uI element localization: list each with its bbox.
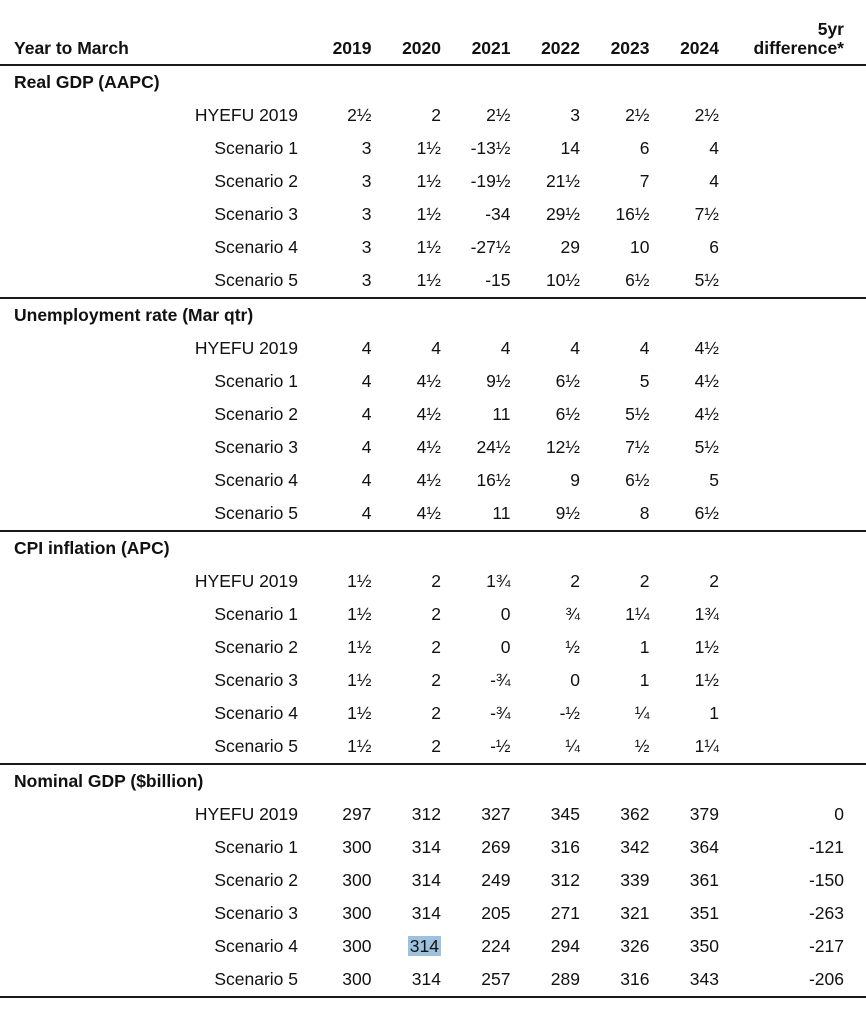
value-cell: 5½ [694, 437, 719, 457]
value-cell: ¼ [511, 730, 581, 764]
value-cell: -½ [559, 703, 580, 723]
difference-cell [719, 264, 866, 298]
value-cell: 2 [431, 670, 441, 690]
value-cell: 10 [630, 237, 650, 257]
value-cell: 4½ [694, 371, 719, 391]
highlighted-value: 314 [409, 936, 439, 956]
value-cell: 362 [620, 804, 650, 824]
difference-cell [719, 132, 866, 165]
value-cell: 5½ [650, 264, 720, 298]
value-cell: 257 [441, 963, 511, 997]
value-cell: ¼ [634, 703, 650, 723]
difference-cell: -263 [808, 903, 844, 923]
table-row [0, 332, 866, 365]
value-cell: 4½ [694, 404, 719, 424]
row-label: HYEFU 2019 [194, 571, 298, 591]
value-cell: 1¼ [650, 730, 720, 764]
table-row [0, 963, 866, 997]
value-cell: 342 [620, 837, 650, 857]
table-row [0, 365, 866, 398]
header-year: 2020 [402, 38, 441, 58]
value-cell: 345 [550, 804, 580, 824]
difference-cell [719, 497, 866, 531]
table-row [0, 664, 866, 697]
value-cell: 300 [342, 837, 372, 857]
table-row [0, 798, 866, 831]
value-cell: 4½ [416, 404, 441, 424]
difference-cell: -217 [808, 936, 844, 956]
difference-cell: 0 [834, 804, 844, 824]
value-cell: -19½ [470, 171, 511, 191]
section-header [0, 764, 866, 798]
value-cell: ½ [580, 730, 650, 764]
section-title: Real GDP (AAPC) [14, 72, 160, 92]
value-cell: 4 [361, 371, 372, 391]
row-label: Scenario 1 [214, 604, 298, 624]
section-header [0, 65, 866, 99]
value-cell: 379 [689, 804, 719, 824]
difference-cell [719, 231, 866, 264]
value-cell: 16½ [615, 204, 650, 224]
difference-cell: -150 [808, 870, 844, 890]
difference-cell [719, 165, 866, 198]
row-label: Scenario 4 [214, 237, 298, 257]
value-cell: 321 [620, 903, 650, 923]
value-cell: 9 [570, 470, 580, 490]
value-cell: -27½ [470, 237, 511, 257]
value-cell: 29½ [545, 204, 580, 224]
table-row [0, 132, 866, 165]
value-cell: 4½ [416, 437, 441, 457]
value-cell: 4½ [416, 371, 441, 391]
value-cell: 1½ [372, 264, 442, 298]
value-cell: 350 [689, 936, 719, 956]
value-cell: 4 [570, 338, 580, 358]
value-cell: 314 [411, 870, 441, 890]
value-cell: 9½ [511, 497, 581, 531]
table-row [0, 831, 866, 864]
value-cell: 4½ [416, 470, 441, 490]
value-cell: -½ [441, 730, 511, 764]
value-cell: 343 [650, 963, 720, 997]
value-cell [372, 930, 442, 963]
value-cell: 0 [500, 637, 511, 657]
difference-cell [719, 697, 866, 730]
value-cell: 3 [302, 264, 372, 298]
table-row [0, 897, 866, 930]
value-cell: 7½ [625, 437, 650, 457]
row-label: Scenario 3 [214, 670, 298, 690]
value-cell: 4 [361, 470, 372, 490]
value-cell: 294 [550, 936, 580, 956]
value-cell: -¾ [490, 703, 511, 723]
table-row [0, 231, 866, 264]
value-cell: 2½ [486, 105, 511, 125]
header-year: 2024 [680, 38, 719, 58]
difference-cell [719, 631, 866, 664]
header-year: 2019 [332, 38, 372, 58]
row-label: Scenario 2 [214, 404, 298, 424]
value-cell: 269 [481, 837, 511, 857]
difference-cell [719, 398, 866, 431]
value-cell: 5 [709, 470, 719, 490]
difference-cell [719, 198, 866, 231]
value-cell: 351 [689, 903, 719, 923]
row-label: HYEFU 2019 [194, 105, 298, 125]
value-cell: 2 [431, 637, 441, 657]
value-cell: 1½ [347, 670, 372, 690]
value-cell: 1½ [416, 171, 441, 191]
value-cell: 7½ [694, 204, 719, 224]
value-cell: 1½ [694, 670, 719, 690]
row-label: Scenario 4 [214, 470, 298, 490]
value-cell: 361 [689, 870, 719, 890]
value-cell: 1½ [347, 703, 372, 723]
value-cell: 339 [620, 870, 650, 890]
value-cell: 316 [580, 963, 650, 997]
difference-cell [719, 365, 866, 398]
difference-cell [719, 464, 866, 497]
value-cell: 4 [500, 338, 511, 358]
value-cell: 1¾ [694, 604, 719, 624]
value-cell: -15 [441, 264, 511, 298]
table-row [0, 930, 866, 963]
value-cell: 2 [431, 604, 441, 624]
value-cell: 1¾ [486, 571, 511, 591]
value-cell: 29 [560, 237, 580, 257]
value-cell: ½ [565, 637, 580, 657]
table-row [0, 198, 866, 231]
table-row [0, 464, 866, 497]
section-title: Nominal GDP ($billion) [14, 771, 204, 791]
value-cell: 3 [361, 237, 372, 257]
header-diff-line2: difference* [753, 38, 844, 58]
row-label: Scenario 2 [214, 870, 298, 890]
value-cell: 314 [411, 837, 441, 857]
value-cell: 0 [500, 604, 511, 624]
difference-cell [719, 99, 866, 132]
header-year: 2023 [610, 38, 650, 58]
economic-scenarios-table [0, 4, 866, 998]
header-label: Year to March [14, 38, 129, 58]
value-cell: 14 [560, 138, 580, 158]
value-cell: 4 [709, 171, 719, 191]
difference-cell [719, 431, 866, 464]
difference-cell [719, 332, 866, 365]
table-row [0, 165, 866, 198]
difference-cell [719, 565, 866, 598]
value-cell: 312 [550, 870, 580, 890]
row-label: HYEFU 2019 [194, 804, 298, 824]
value-cell: 6½ [650, 497, 720, 531]
value-cell: 11 [441, 497, 511, 531]
row-label: Scenario 4 [214, 936, 298, 956]
value-cell: 4½ [694, 338, 719, 358]
row-label: Scenario 5 [0, 963, 302, 997]
value-cell: 1½ [694, 637, 719, 657]
value-cell: 2 [570, 571, 580, 591]
row-label: Scenario 2 [214, 171, 298, 191]
value-cell: 4 [639, 338, 650, 358]
value-cell: 300 [302, 963, 372, 997]
value-cell: 3 [361, 204, 372, 224]
value-cell: 1½ [347, 604, 372, 624]
header-year: 2022 [541, 38, 580, 58]
table-row [0, 864, 866, 897]
section-title: Unemployment rate (Mar qtr) [14, 305, 254, 325]
value-cell: 2½ [347, 105, 372, 125]
row-label: Scenario 1 [214, 138, 298, 158]
row-label: Scenario 5 [0, 264, 302, 298]
value-cell: 6½ [580, 264, 650, 298]
value-cell: 11 [492, 404, 511, 424]
value-cell: 4 [302, 497, 372, 531]
table-row [0, 598, 866, 631]
difference-cell [719, 664, 866, 697]
value-cell: 1½ [416, 138, 441, 158]
row-label: Scenario 3 [214, 437, 298, 457]
value-cell: -34 [485, 204, 511, 224]
header-year: 2021 [471, 38, 511, 58]
value-cell: 16½ [476, 470, 511, 490]
value-cell: 3 [361, 171, 372, 191]
value-cell: 4 [361, 404, 372, 424]
value-cell: -13½ [470, 138, 511, 158]
row-label: Scenario 3 [214, 204, 298, 224]
value-cell: 3 [570, 105, 580, 125]
value-cell: 4 [709, 138, 719, 158]
value-cell: 10½ [511, 264, 581, 298]
value-cell: 249 [481, 870, 511, 890]
value-cell: 327 [481, 804, 511, 824]
value-cell: 2 [639, 571, 650, 591]
value-cell: 1½ [416, 237, 441, 257]
table-row [0, 697, 866, 730]
row-label: Scenario 5 [0, 497, 302, 531]
value-cell: 8 [580, 497, 650, 531]
value-cell: 300 [342, 870, 372, 890]
table-row [0, 264, 866, 298]
value-cell: 3 [361, 138, 372, 158]
value-cell: 2½ [625, 105, 650, 125]
value-cell: 9½ [486, 371, 511, 391]
value-cell: 1¼ [625, 604, 650, 624]
header-row [0, 4, 866, 65]
value-cell: ¾ [565, 604, 580, 624]
section-title: CPI inflation (APC) [14, 538, 170, 558]
table-row [0, 99, 866, 132]
value-cell: 224 [481, 936, 511, 956]
value-cell: 316 [550, 837, 580, 857]
value-cell: 4½ [372, 497, 442, 531]
table-row [0, 431, 866, 464]
difference-cell [719, 598, 866, 631]
value-cell: 2 [372, 730, 442, 764]
row-label: Scenario 3 [214, 903, 298, 923]
difference-cell [719, 730, 866, 764]
value-cell: 205 [481, 903, 511, 923]
value-cell: 4 [431, 338, 441, 358]
value-cell: 24½ [476, 437, 511, 457]
row-label: Scenario 1 [214, 837, 298, 857]
row-label: Scenario 4 [214, 703, 298, 723]
value-cell: 314 [372, 963, 442, 997]
value-cell: 289 [511, 963, 581, 997]
row-label: Scenario 1 [214, 371, 298, 391]
value-cell: 2 [709, 571, 719, 591]
value-cell: 5 [639, 371, 650, 391]
table-row [0, 565, 866, 598]
value-cell: 7 [639, 171, 650, 191]
value-cell: 271 [550, 903, 580, 923]
value-cell: 314 [411, 903, 441, 923]
row-label: Scenario 2 [214, 637, 298, 657]
value-cell: 2 [431, 571, 441, 591]
value-cell: 1 [639, 670, 650, 690]
value-cell: 297 [342, 804, 372, 824]
value-cell: 6½ [625, 470, 650, 490]
value-cell: 1 [709, 703, 719, 723]
table-row [0, 631, 866, 664]
difference-cell: -206 [719, 963, 866, 997]
header-difference [719, 4, 866, 65]
difference-cell: -121 [808, 837, 844, 857]
section-header [0, 298, 866, 332]
value-cell: 2½ [694, 105, 719, 125]
value-cell: 21½ [545, 171, 580, 191]
value-cell: 312 [411, 804, 441, 824]
value-cell: 2 [431, 105, 441, 125]
value-cell: 1½ [347, 637, 372, 657]
value-cell: 1 [639, 637, 650, 657]
value-cell: 2 [431, 703, 441, 723]
value-cell: 6 [639, 138, 650, 158]
value-cell: 300 [342, 903, 372, 923]
value-cell: -¾ [490, 670, 511, 690]
value-cell: 1½ [302, 730, 372, 764]
header-diff-line1: 5yr [817, 19, 844, 39]
value-cell: 364 [689, 837, 719, 857]
section-header [0, 531, 866, 565]
table-row [0, 730, 866, 764]
value-cell: 12½ [545, 437, 580, 457]
row-label: HYEFU 2019 [194, 338, 298, 358]
value-cell: 6½ [555, 371, 580, 391]
table-row [0, 398, 866, 431]
value-cell: 300 [342, 936, 372, 956]
value-cell: 326 [620, 936, 650, 956]
value-cell: 4 [361, 338, 372, 358]
table-row [0, 497, 866, 531]
value-cell: 5½ [625, 404, 650, 424]
row-label: Scenario 5 [0, 730, 302, 764]
value-cell: 4 [361, 437, 372, 457]
value-cell: 1½ [347, 571, 372, 591]
value-cell: 0 [570, 670, 580, 690]
value-cell: 1½ [416, 204, 441, 224]
value-cell: 6½ [555, 404, 580, 424]
value-cell: 6 [709, 237, 719, 257]
